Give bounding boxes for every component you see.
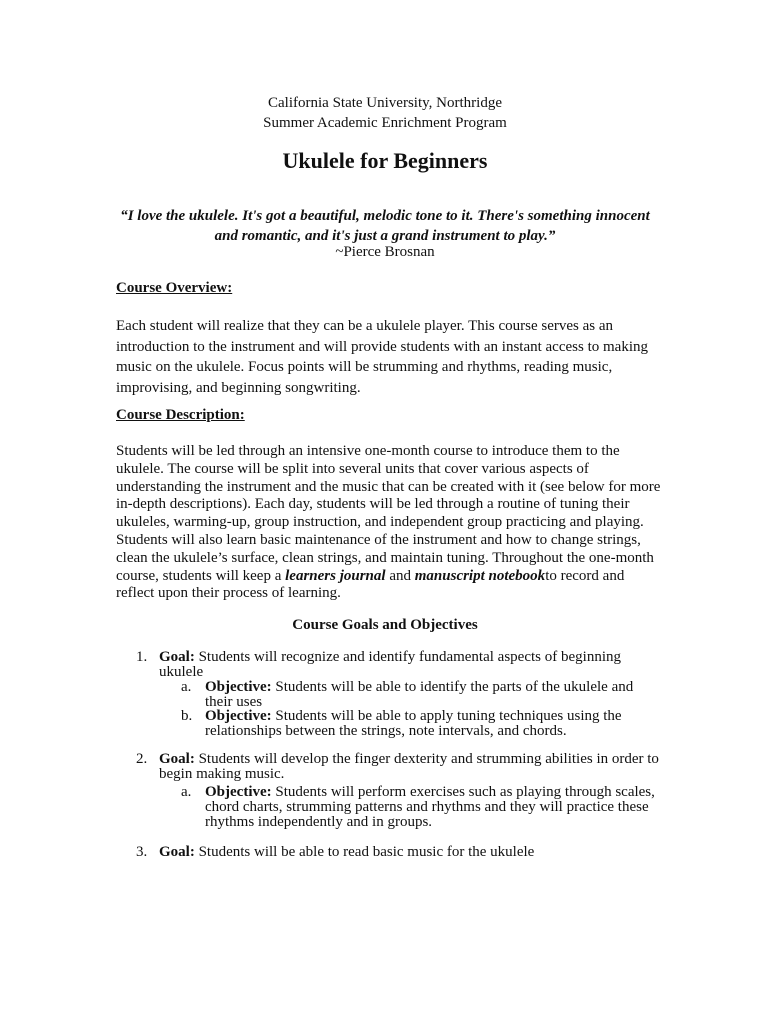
objective-description: Students will perform exercises such as playing through scales, chord charts, strumming patterns and rhythms and they will practice these rhythms independently and in groups.: [205, 784, 655, 830]
objective-label: Objective:: [205, 679, 272, 695]
goal-number: 3.: [136, 844, 148, 860]
goal-description: Students will recognize and identify fundamental aspects of beginning ukulele: [159, 649, 621, 680]
goal-text: [159, 650, 659, 680]
goal-label: Goal:: [159, 844, 195, 860]
description-text-start: Students will be led through an intensive one-month course to introduce them to the ukulele. The course will be split into several units that cover various aspects of understanding the instrument and the music that can be created with it (see below for more in-depth descriptions). Each day, students will be led through a routine of tuning their ukuleles, warming-up, group instruction, and independent group practicing and playing. Students will also learn basic maintenance of the instrument and how to change strings, clean the ukulele’s surface, clean strings, and maintain tuning. Throughout the one-month course, students will keep a: [116, 443, 661, 584]
goals-heading: Course Goals and Objectives: [292, 617, 478, 633]
objective-text: [205, 709, 661, 739]
description-and: and: [385, 567, 415, 584]
objective-description: Students will be able to apply tuning techniques using the relationships between the strings, note intervals, and chords.: [205, 708, 622, 739]
objective-text: [205, 680, 661, 710]
goal-label: Goal:: [159, 751, 195, 767]
objective-letter: b.: [181, 708, 193, 724]
quote-text: “I love the ukulele. It's got a beautiful, melodic tone to it. There's something innocent and romantic, and it's just a grand instrument to play.”: [120, 208, 650, 244]
goal-text: [159, 752, 659, 782]
header-block: [0, 93, 770, 133]
objective-description: Students will be able to identify the parts of the ukulele and their uses: [205, 679, 634, 710]
goal-text: [159, 845, 659, 860]
objective-text: [205, 785, 661, 830]
goal-description: Students will be able to read basic music for the ukulele: [198, 844, 535, 860]
goal-number: 2.: [136, 751, 148, 767]
overview-heading: Course Overview:: [116, 280, 233, 296]
program-name: Summer Academic Enrichment Program: [263, 115, 507, 131]
description-heading: Course Description:: [116, 407, 245, 423]
objective-label: Objective:: [205, 784, 272, 800]
learners-journal: learners journal: [285, 567, 386, 584]
objective-letter: a.: [181, 784, 192, 800]
goal-label: Goal:: [159, 649, 195, 665]
goal-number: 1.: [136, 649, 148, 665]
objective-label: Objective:: [205, 708, 272, 724]
quote-attribution: ~Pierce Brosnan: [335, 244, 435, 260]
goal-description: Students will develop the finger dexterity and strumming abilities in order to begin making music.: [159, 751, 659, 782]
objective-letter: a.: [181, 679, 192, 695]
institution-name: California State University, Northridge: [268, 95, 502, 111]
page-title: Ukulele for Beginners: [282, 148, 488, 173]
description-text-end: to record and reflect upon their process of learning.: [116, 567, 625, 602]
overview-paragraph: Each student will realize that they can be a ukulele player. This course serves as an introduction to the instrument and will provide students with an instant access to making music on the ukulele. Focus points will be strumming and rhythms, reading music, improvising, and beginning songwriting.: [116, 318, 648, 396]
description-paragraph: [116, 443, 664, 603]
manuscript-notebook: manuscript notebook: [414, 567, 546, 584]
